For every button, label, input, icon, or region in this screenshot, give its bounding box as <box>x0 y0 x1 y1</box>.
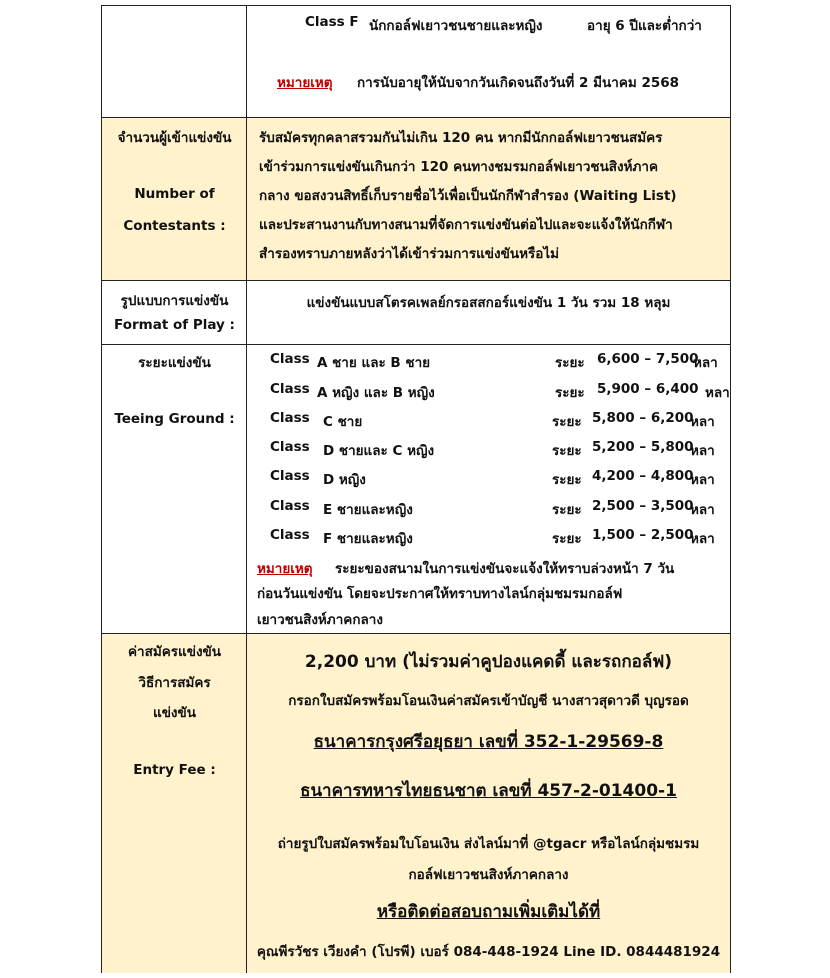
format-label-th: รูปแบบการแข่งขัน <box>120 293 229 309</box>
teeing-row-name: D ชายและ C หญิง <box>323 443 435 459</box>
teeing-row-range: 5,200 – 5,800 <box>592 439 694 455</box>
fee-transfer: กรอกใบสมัครพร้อมโอนเงินค่าสมัครเข้าบัญชี นางสาวสุดาวดี บุญรอด <box>288 693 689 709</box>
info-table <box>101 5 731 973</box>
fee-label-cell <box>102 634 247 973</box>
teeing-row-name: C ชาย <box>323 414 363 430</box>
teeing-label-en: Teeing Ground : <box>114 411 235 427</box>
teeing-row-unit: หลา <box>690 531 715 547</box>
row-teeing <box>102 345 730 634</box>
teeing-note-line-1: ระยะของสนามในการแข่งขันจะแจ้งให้ทราบล่วงหน้า 7 วัน <box>335 561 675 577</box>
class-f-age: อายุ 6 ปีและต่ำกว่า <box>587 18 702 34</box>
contestants-line-2: เข้าร่วมการแข่งขันเกินกว่า 120 คนทางชมรมกอล์ฟเยาวชนสิงห์ภาค <box>259 159 659 175</box>
teeing-row-name: E ชายและหญิง <box>323 502 413 518</box>
contestants-line-3: กลาง ขอสงวนสิทธิ์เก็บรายชื่อไว้เพื่อเป็นนักกีฬาสำรอง (Waiting List) <box>259 188 677 204</box>
teeing-row-range-label: ระยะ <box>552 531 582 547</box>
teeing-row-name: F ชายและหญิง <box>323 531 413 547</box>
contestants-label-en-2: Contestants : <box>123 218 226 234</box>
class-f-label: Class F <box>305 14 359 30</box>
row-entry-fee <box>102 634 730 973</box>
teeing-row-range: 5,800 – 6,200 <box>592 410 694 426</box>
fee-send-2: กอล์ฟเยาวชนสิงห์ภาคกลาง <box>408 867 569 883</box>
contestants-label-en-1: Number of <box>134 186 215 202</box>
teeing-row-unit: หลา <box>690 502 715 518</box>
contestants-line-1: รับสมัครทุกคลาสรวมกันไม่เกิน 120 คน หากมีนักกอล์ฟเยาวชนสมัคร <box>259 130 663 146</box>
row-class-f-content <box>247 6 730 117</box>
teeing-row-unit: หลา <box>705 385 730 401</box>
teeing-row-range: 1,500 – 2,500 <box>592 527 694 543</box>
teeing-row-range: 2,500 – 3,500 <box>592 498 694 514</box>
teeing-row-name: A ชาย และ B ชาย <box>317 355 431 371</box>
teeing-row-class: Class <box>270 410 310 426</box>
teeing-content <box>247 345 730 633</box>
class-f-note-text: การนับอายุให้นับจากวันเกิดจนถึงวันที่ 2 มีนาคม 2568 <box>357 75 680 91</box>
class-f-desc: นักกอล์ฟเยาวชนชายและหญิง <box>369 18 543 34</box>
teeing-row-range: 4,200 – 4,800 <box>592 468 694 484</box>
format-label-cell <box>102 281 247 344</box>
teeing-note-label: หมายเหตุ <box>257 561 313 577</box>
teeing-row-range-label: ระยะ <box>555 355 585 371</box>
contestants-label-th: จำนวนผู้เข้าแข่งขัน <box>117 130 232 146</box>
teeing-row-range-label: ระยะ <box>552 443 582 459</box>
fee-label-3: แข่งขัน <box>153 705 196 721</box>
teeing-row-name: D หญิง <box>323 472 366 488</box>
teeing-row-range-label: ระยะ <box>555 385 585 401</box>
teeing-row-unit: หลา <box>690 414 715 430</box>
fee-amount: 2,200 บาท (ไม่รวมค่าคูปองแคดดี้ และรถกอล์ฟ) <box>304 652 673 672</box>
contestants-line-4: และประสานงานกับทางสนามที่จัดการแข่งขันต่อไปและจะแจ้งให้นักกีฬา <box>259 217 673 233</box>
fee-bank-1: ธนาคารกรุงศรีอยุธยา เลขที่ 352-1-29569-8 <box>313 732 664 752</box>
teeing-row-range-label: ระยะ <box>552 414 582 430</box>
teeing-row-range-label: ระยะ <box>552 472 582 488</box>
teeing-row-unit: หลา <box>693 355 718 371</box>
fee-send-1: ถ่ายรูปใบสมัครพร้อมใบโอนเงิน ส่งไลน์มาที่ @tgacr หรือไลน์กลุ่มชมรม <box>277 836 700 852</box>
fee-contact: คุณพีรวัชร เวียงคำ (โปรพี) เบอร์ 084-448-1924 Line ID. 0844481924 <box>256 944 721 960</box>
contestants-content <box>247 118 730 280</box>
teeing-row-class: Class <box>270 351 310 367</box>
teeing-row-unit: หลา <box>690 472 715 488</box>
fee-label-2: วิธีการสมัคร <box>138 675 211 691</box>
teeing-row-class: Class <box>270 381 310 397</box>
teeing-row-name: A หญิง และ B หญิง <box>317 385 435 401</box>
teeing-row-class: Class <box>270 527 310 543</box>
format-text: แข่งขันแบบสโตรคเพลย์กรอสสกอร์แข่งขัน 1 วัน รวม 18 หลุม <box>306 295 671 311</box>
row-format <box>102 281 730 345</box>
fee-label-en: Entry Fee : <box>133 762 216 778</box>
row-class-f-label-cell <box>102 6 247 117</box>
fee-content <box>247 634 730 973</box>
contestants-line-5: สำรองทราบภายหลังว่าได้เข้าร่วมการแข่งขันหรือไม่ <box>259 246 560 262</box>
format-label-en: Format of Play : <box>114 317 235 333</box>
fee-label-1: ค่าสมัครแข่งขัน <box>127 644 221 660</box>
teeing-row-class: Class <box>270 468 310 484</box>
class-f-note-label: หมายเหตุ <box>277 75 333 91</box>
contestants-label-cell <box>102 118 247 280</box>
teeing-label-cell <box>102 345 247 633</box>
teeing-row-range-label: ระยะ <box>552 502 582 518</box>
row-contestants <box>102 118 730 281</box>
fee-contact-head: หรือติดต่อสอบถามเพิ่มเติมได้ที่ <box>376 902 601 922</box>
teeing-note-line-3: เยาวชนสิงห์ภาคกลาง <box>257 612 383 628</box>
teeing-row-range: 5,900 – 6,400 <box>597 381 699 397</box>
teeing-row-unit: หลา <box>690 443 715 459</box>
teeing-label-th: ระยะแข่งขัน <box>138 355 211 371</box>
teeing-row-class: Class <box>270 439 310 455</box>
fee-bank-2: ธนาคารทหารไทยธนชาต เลขที่ 457-2-01400-1 <box>300 781 677 801</box>
teeing-row-class: Class <box>270 498 310 514</box>
teeing-note-line-2: ก่อนวันแข่งขัน โดยจะประกาศให้ทราบทางไลน์กลุ่มชมรมกอล์ฟ <box>257 586 623 602</box>
format-content <box>247 281 730 344</box>
row-class-f <box>102 6 730 118</box>
teeing-row-range: 6,600 – 7,500 <box>597 351 699 367</box>
